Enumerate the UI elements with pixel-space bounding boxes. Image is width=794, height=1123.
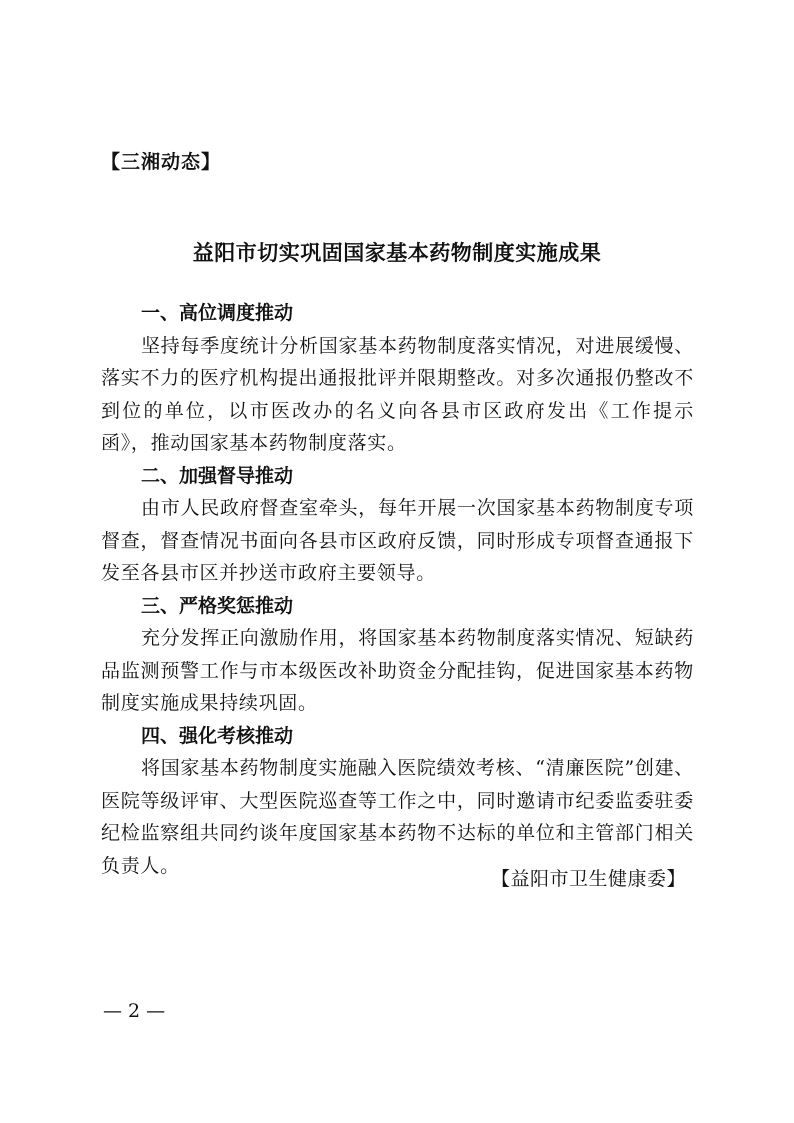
section-paragraph-3: 充分发挥正向激励作用，将国家基本药物制度落实情况、短缺药品监测预警工作与市本级医改补助资金分配挂钩，促进国家基本药物制度实施成果持续巩固。	[101, 627, 694, 714]
section-heading-3: 三、严格奖惩推动	[141, 594, 294, 617]
section-paragraph-2: 由市人民政府督查室牵头，每年开展一次国家基本药物制度专项督查，督查情况书面向各县市区政府反馈，同时形成专项督查通报下发至各县市区并抄送市政府主要领导。	[101, 497, 694, 584]
page-number: — 2 —	[103, 1000, 166, 1022]
column-tag: 【三湘动态】	[101, 151, 222, 173]
article-body	[101, 297, 694, 882]
section-heading-4: 四、强化考核推动	[141, 724, 294, 747]
issuer-signature: 【益阳市卫生健康委】	[490, 868, 686, 890]
section-heading-1: 一、高位调度推动	[141, 302, 294, 324]
section-paragraph-4: 将国家基本药物制度实施融入医院绩效考核、“清廉医院”创建、医院等级评审、大型医院巡查等工作之中，同时邀请市纪委监委驻委纪检监察组共同约谈年度国家基本药物不达标的单位和主管部门相关负责人。	[101, 757, 694, 877]
section-paragraph-1: 坚持每季度统计分析国家基本药物制度落实情况，对进展缓慢、落实不力的医疗机构提出通报批评并限期整改。对多次通报仍整改不到位的单位，以市医改办的名义向各县市区政府发出《工作提示函》，推动国家基本药物制度落实。	[101, 334, 694, 454]
article-title: 益阳市切实巩固国家基本药物制度实施成果	[192, 240, 602, 265]
section-heading-2: 二、加强督导推动	[141, 464, 294, 487]
